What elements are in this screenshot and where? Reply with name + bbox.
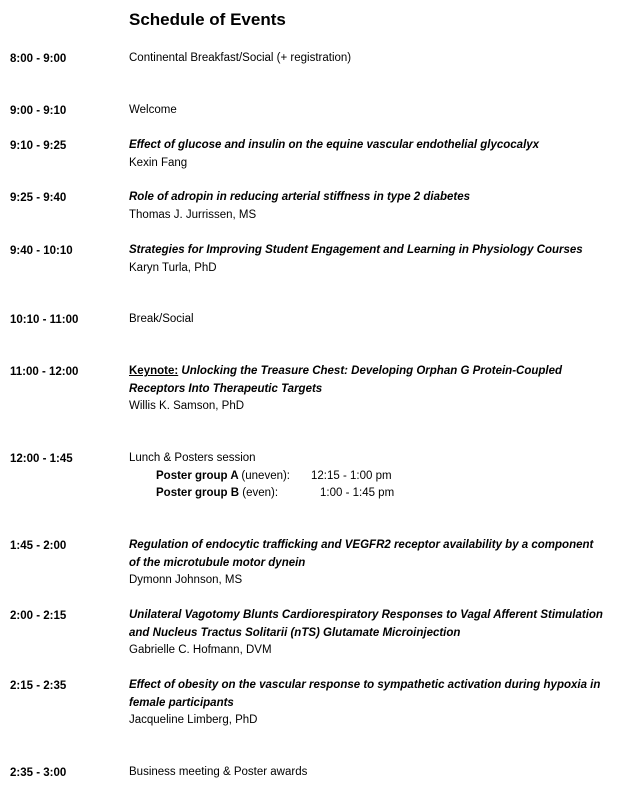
event-block (129, 450, 619, 503)
event-block (129, 537, 619, 590)
talk-title-line: Unlocking the Treasure Chest: Developing Orphan G Protein-Coupled (181, 365, 563, 377)
event-text: Welcome (129, 104, 177, 116)
event-time: 9:25 - 9:40 (10, 192, 67, 204)
event-block (129, 137, 619, 172)
event-block (129, 242, 619, 277)
event-text: Break/Social (129, 313, 194, 325)
event-text: Continental Breakfast/Social (+ registration) (129, 52, 352, 64)
event-time: 12:00 - 1:45 (10, 453, 73, 465)
page-title: Schedule of Events (129, 10, 286, 29)
event-text: Business meeting & Poster awards (129, 766, 308, 778)
event-time: 2:15 - 2:35 (10, 680, 67, 692)
event-time: 8:00 - 9:00 (10, 53, 67, 65)
talk-title-line: female participants (129, 696, 234, 709)
event-block (129, 677, 619, 730)
event-block (129, 189, 619, 224)
talk-title-line: Receptors Into Therapeutic Targets (129, 382, 323, 395)
event-time: 10:10 - 11:00 (10, 314, 79, 326)
poster-paren: (even): (242, 487, 279, 499)
event-time: 9:10 - 9:25 (10, 140, 67, 152)
poster-label: Poster group A (156, 469, 239, 482)
poster-paren: (uneven): (241, 469, 291, 482)
talk-title: Effect of glucose and insulin on the equine vascular endothelial glycocalyx (129, 139, 540, 151)
event-block (129, 363, 619, 416)
talk-title-line: Effect of obesity on the vascular response to sympathetic activation during hypoxia in (129, 679, 601, 691)
talk-title: Role of adropin in reducing arterial stiffness in type 2 diabetes (129, 191, 471, 203)
event-time: 9:40 - 10:10 (10, 245, 73, 257)
event-time: 9:00 - 9:10 (10, 105, 67, 117)
event-time: 2:00 - 2:15 (10, 610, 67, 622)
poster-label: Poster group B (156, 487, 240, 499)
event-block (129, 607, 619, 660)
speaker-name: Kexin Fang (129, 156, 188, 169)
speaker-name: Thomas J. Jurrissen, MS (129, 208, 257, 221)
talk-title-line: Regulation of endocytic trafficking and VEGFR2 receptor availability by a component (129, 539, 594, 551)
speaker-name: Willis K. Samson, PhD (129, 400, 245, 412)
poster-time: 1:00 - 1:45 pm (320, 487, 395, 499)
talk-title (129, 363, 619, 381)
speaker-name: Gabrielle C. Hofmann, DVM (129, 644, 272, 656)
poster-group-a (129, 468, 619, 486)
event-time: 2:35 - 3:00 (10, 767, 67, 779)
keynote-label: Keynote: (129, 365, 179, 377)
talk-title-line: of the microtubule motor dynein (129, 556, 306, 569)
event-text: Lunch & Posters session (129, 452, 256, 464)
event-time: 11:00 - 12:00 (10, 366, 79, 378)
talk-title-line: Unilateral Vagotomy Blunts Cardiorespiratory Responses to Vagal Afferent Stimulation (129, 609, 603, 621)
poster-time: 12:15 - 1:00 pm (311, 469, 392, 482)
event-time: 1:45 - 2:00 (10, 540, 67, 552)
speaker-name: Jacqueline Limberg, PhD (129, 714, 258, 726)
talk-title: Strategies for Improving Student Engagement and Learning in Physiology Courses (129, 244, 583, 256)
speaker-name: Dymonn Johnson, MS (129, 574, 243, 586)
poster-group-b (129, 485, 619, 503)
talk-title-line: and Nucleus Tractus Solitarii (nTS) Glutamate Microinjection (129, 626, 461, 639)
speaker-name: Karyn Turla, PhD (129, 261, 217, 274)
